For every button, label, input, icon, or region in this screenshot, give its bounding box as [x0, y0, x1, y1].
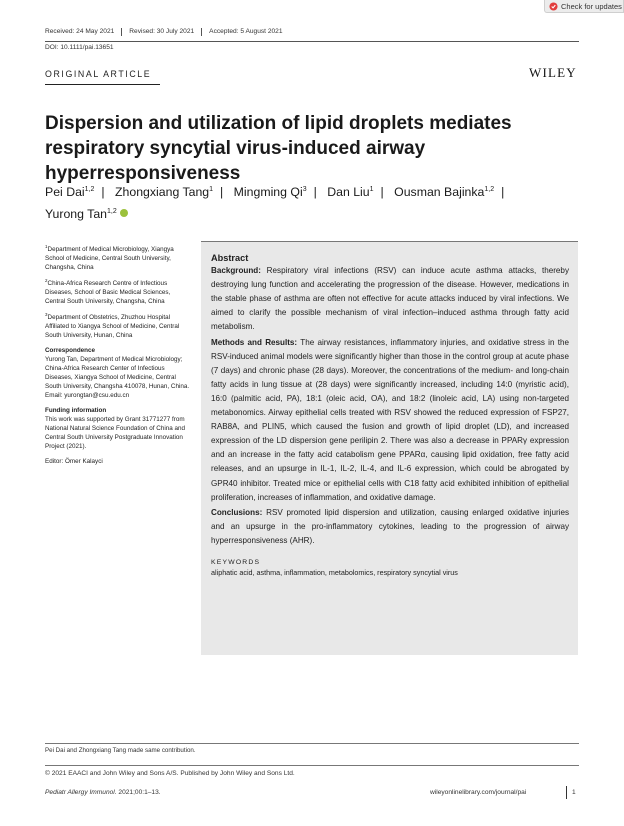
page-divider — [566, 786, 567, 799]
abstract-methods: Methods and Results: The airway resistances, inflammatory injuries, and oxidative stress in the RSV-induced animal models were significantly higher than those in the control group at acute phase (7 days) and chronic phase (28 days). Moreover, the concentrations of the medium- and long-chain fatty acids in lung tissue at (28 days) were significantly increased, including 14:0 (myristic acid), 16:0 (palmitic acid, PA), 18:1 (oleic acid, OA), and 18:2 (linoleic acid, LA) using non-targeted metabonomics. Airway epithelial cells treated with RSV showed the reduced expression of FSP27, RAB8A, and PLIN5, which caused the fusion and growth of lipid droplet (LD), and increased expression of the LD dispersion gene perilipin 2. There was also a decrease in PPARγ expression and an increase in the fatty acid catabolism gene PPARα, causing lipid oxidation, free fatty acid releases, and an upsurge in IL-1, IL-2, IL-4, and IL-6 expression, which could be abrogated by GPR40 inhibitor. Treated mice or epithelial cells with C18 fatty acid exhibited inhibition of epithelial proliferation, increases of inflammation, and oxidative damage. — [211, 337, 569, 502]
footnote-divider — [45, 743, 579, 744]
correspondence-email[interactable]: Email: yurongtan@csu.edu.cn — [45, 392, 130, 400]
funding-heading: Funding information — [45, 407, 107, 415]
accepted-date: Accepted: 5 August 2021 — [209, 28, 283, 35]
publisher-logo: WILEY — [529, 65, 577, 80]
author[interactable]: Ousman Bajinka$^{1,2}$ — [394, 185, 495, 199]
affiliation: $^3$Department of Obstetrics, Zhuzhou Hospital Affiliated to Xiangya School of Medicine, Central South University, Hunan, China — [45, 312, 180, 340]
orcid-icon[interactable] — [120, 209, 128, 217]
author-list: Pei Dai$^{1,2}$ | Zhongxiang Tang$^1$ | Mingming Qi$^3$ | Dan Liu$^1$ | Ousman Bajinka$^{1,2}$ | Yurong Tan$^{1,2}$ — [45, 185, 505, 221]
author[interactable]: Mingming Qi$^3$ — [233, 185, 307, 199]
author[interactable]: Yurong Tan$^{1,2}$ — [45, 207, 117, 221]
correspondence-heading: Correspondence — [45, 347, 96, 355]
author[interactable]: Zhongxiang Tang$^1$ — [115, 185, 214, 199]
page-number: 1 — [572, 789, 576, 796]
article-dates — [45, 28, 297, 36]
revised-date: Revised: 30 July 2021 — [129, 28, 202, 36]
affiliation: $^2$China-Africa Research Centre of Infectious Diseases, School of Basic Medical Sciences, Central South University, Changsha, China — [45, 278, 171, 306]
affiliation: $^1$Department of Medical Microbiology, Xiangya School of Medicine, Central South University, Changsha, China — [45, 244, 174, 272]
keywords: aliphatic acid, asthma, inflammation, metabolomics, respiratory syncytial virus — [211, 567, 458, 577]
journal-url[interactable]: wileyonlinelibrary.com/journal/pai — [430, 789, 527, 796]
author[interactable]: Dan Liu$^1$ — [327, 185, 374, 199]
copyright: © 2021 EAACI and John Wiley and Sons A/S. Published by John Wiley and Sons Ltd. — [45, 770, 295, 777]
received-date: Received: 24 May 2021 — [45, 28, 122, 36]
editor: Editor: Ömer Kalayci — [45, 458, 103, 466]
keywords-heading: KEYWORDS — [211, 558, 261, 566]
copyright-divider — [45, 765, 579, 766]
contribution-note: Pei Dai and Zhongxiang Tang made same contribution. — [45, 747, 196, 754]
author[interactable]: Pei Dai$^{1,2}$ — [45, 185, 95, 199]
abstract-background: Background: Respiratory viral infections (RSV) can induce acute asthma attacks, thereby destroying lung function and accelerating the progression of the disease. However, medications in the stable phase of asthma are often not effective for acute attacks induced by viral infections. We aimed to clarify the possible mechanism of viral infection–induced asthma through fatty acid metabolism. — [211, 266, 569, 332]
check-for-updates-button[interactable] — [544, 0, 624, 13]
article-info-column — [45, 242, 190, 466]
doi[interactable]: DOI: 10.1111/pai.13651 — [45, 44, 114, 51]
header-divider — [45, 41, 579, 42]
article-title: Dispersion and utilization of lipid droplets mediates respiratory syncytial virus-induced airway hyperresponsiveness — [45, 113, 512, 184]
article-type-rule — [45, 84, 160, 85]
correspondence-text: Yurong Tan, Department of Medical Microbiology; China-Africa Research Center of Infectious Diseases, Xiangya School of Medicine, Central South University, Changsha 410078, Hunan, China. — [45, 356, 190, 391]
crossmark-icon — [549, 2, 558, 11]
article-type: ORIGINAL ARTICLE — [45, 69, 152, 79]
funding-text: This work was supported by Grant 31771277 from National Natural Science Foundation of China and Central South University Postgraduate Innovation Project (2021). — [45, 416, 186, 451]
abstract-box — [201, 241, 578, 655]
journal-citation: Pediatr Allergy Immunol. 2021;00:1–13. — [45, 789, 161, 796]
abstract-conclusions: Conclusions: RSV promoted lipid dispersion and utilization, causing enlarged oxidative injuries and an upsurge in the pro-inflammatory cytokines, leading to the progression of airway hyperresponsiveness (AHR). — [211, 507, 570, 545]
check-for-updates-label: Check for updates — [561, 1, 622, 11]
abstract-heading: Abstract — [211, 253, 249, 263]
